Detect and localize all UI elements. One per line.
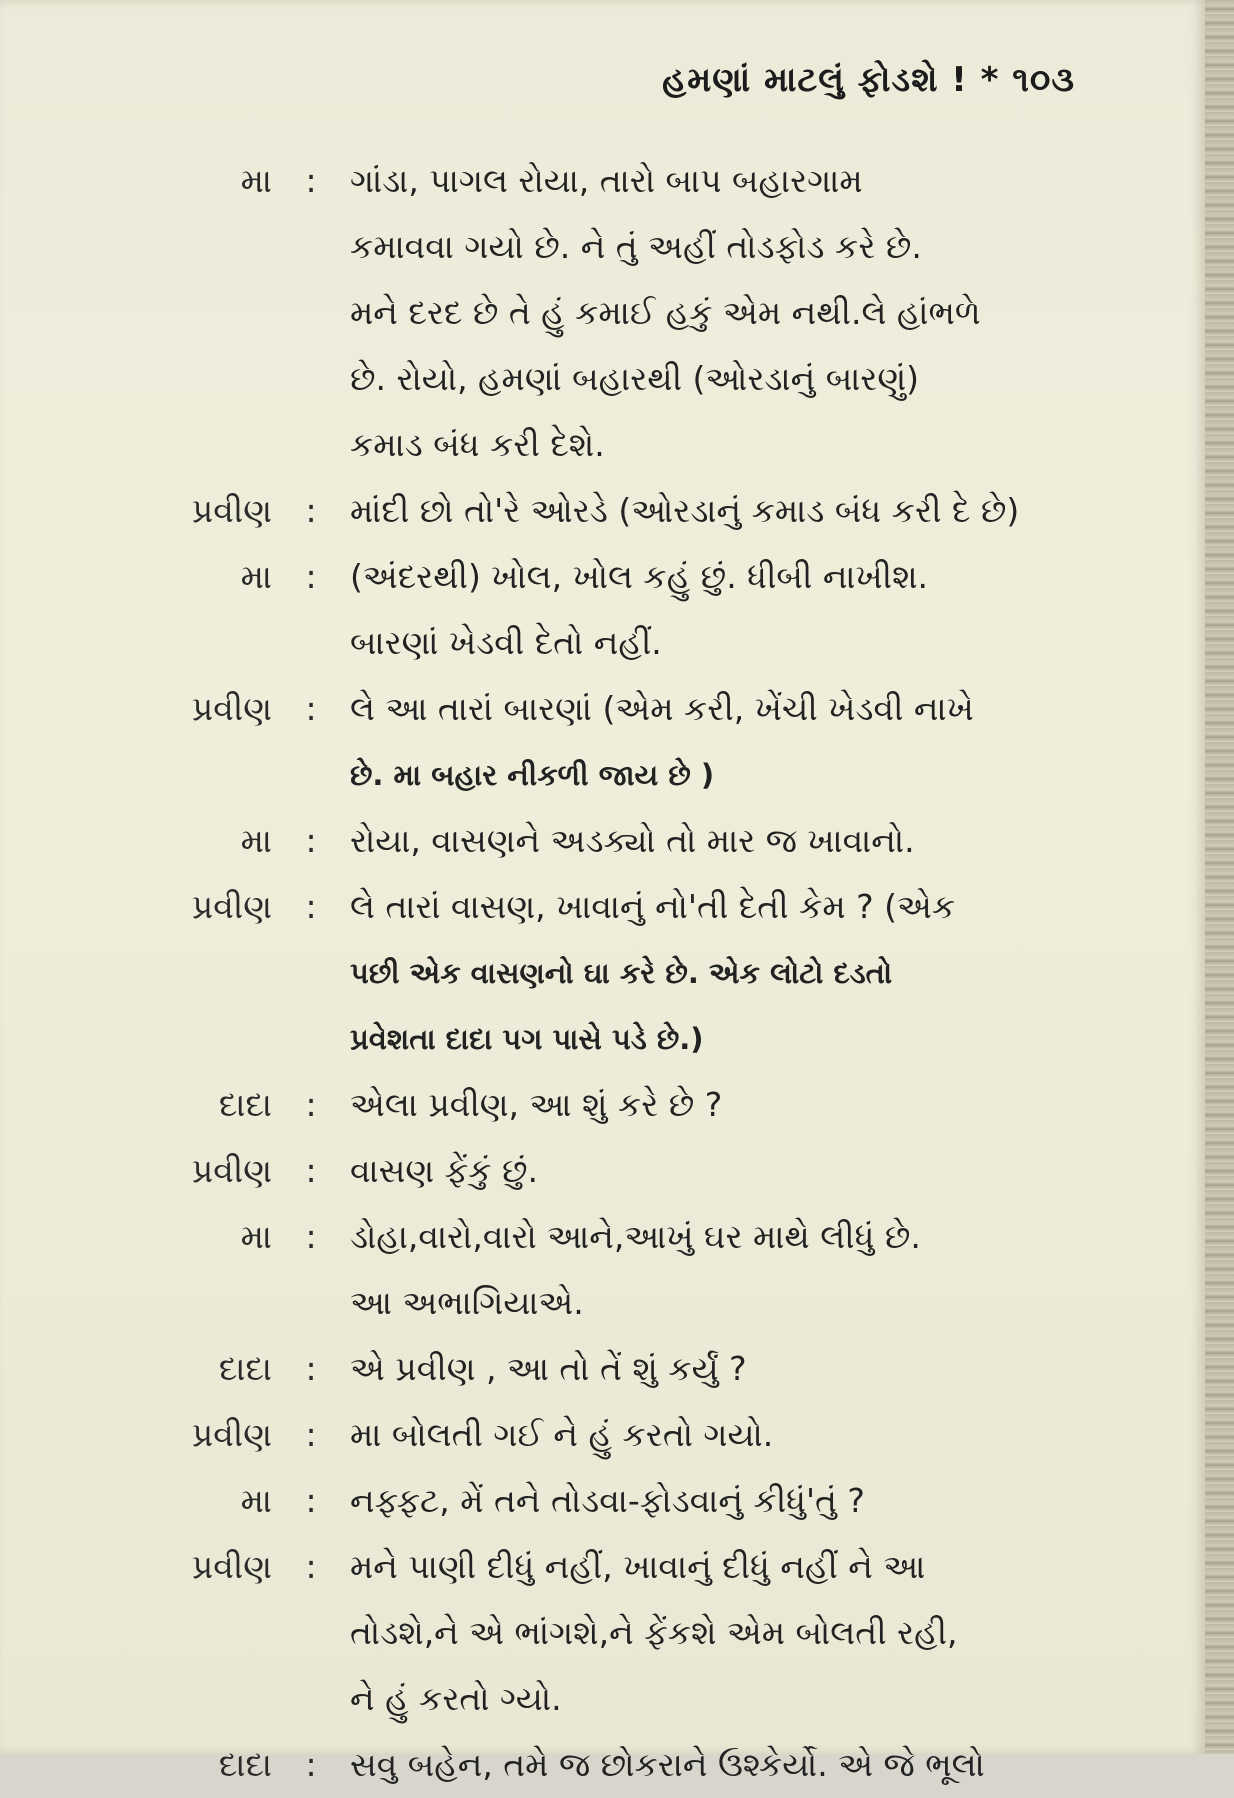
speaker-colon: : — [305, 557, 317, 596]
dialogue-lines — [350, 874, 1070, 1072]
dialogue-line: માંદી છો તો'રે ઓરડે (ઓરડાનું કમાડ બંધ કરી દે છે) — [350, 491, 1020, 530]
speaker-name: દાદા — [218, 1349, 272, 1388]
dialogue-line: કમાવવા ગયો છે. ને તું અહીં તોડફોડ કરે છે. — [350, 227, 922, 266]
dialogue-lines — [350, 1072, 1070, 1138]
dialogue-line: છે. રોયો, હમણાં બહારથી (ઓરડાનું બારણું) — [350, 359, 919, 398]
dialogue-line: બારણાં ખેડવી દેતો નહીં. — [350, 623, 662, 662]
dialogue-line: નફ્ફટ, મેં તને તોડવા-ફોડવાનું કીધું'તું ? — [350, 1481, 865, 1520]
dialogue-line: સવુ બહેન, તમે જ છોકરાને ઉશ્કેર્યો. એ જે ભૂલો — [350, 1745, 985, 1784]
speaker-name: પ્રવીણ — [191, 1151, 272, 1190]
speaker-name: મા — [240, 1217, 272, 1256]
speaker-name: પ્રવીણ — [191, 491, 272, 530]
dialogue-body — [120, 148, 1100, 1798]
speaker-colon: : — [305, 1217, 317, 1256]
dialogue-line: મને દરદ છે તે હું કમાઈ હકું એમ નથી.લે હાંભળે — [350, 293, 981, 332]
dialogue-row — [120, 1534, 1100, 1732]
stage-direction-line: પછી એક વાસણનો ઘા કરે છે. એક લોટો દડતો — [350, 956, 893, 990]
dialogue-lines — [350, 808, 1070, 874]
dialogue-row — [120, 544, 1100, 676]
dialogue-row — [120, 1402, 1100, 1468]
dialogue-row — [120, 478, 1100, 544]
dialogue-line: કમાડ બંધ કરી દેશે. — [350, 425, 605, 464]
dialogue-line: રોયા, વાસણને અડક્યો તો માર જ ખાવાનો. — [350, 821, 915, 860]
dialogue-line: (અંદરથી) ખોલ, ખોલ કહું છું. ધીબી નાખીશ. — [350, 557, 928, 596]
dialogue-row — [120, 808, 1100, 874]
speaker-name: દાદા — [218, 1085, 272, 1124]
speaker-name: મા — [240, 161, 272, 200]
dialogue-line: લે આ તારાં બારણાં (એમ કરી, ખેંચી ખેડવી નાખે — [350, 689, 974, 728]
speaker-colon: : — [305, 821, 317, 860]
dialogue-lines — [350, 1468, 1070, 1534]
dialogue-row — [120, 1732, 1100, 1798]
speaker-name: મા — [240, 557, 272, 596]
dialogue-line: મને પાણી દીધું નહીં, ખાવાનું દીધું નહીં ને આ — [350, 1547, 926, 1586]
dialogue-lines — [350, 1534, 1070, 1732]
dialogue-line: આ અભાગિયાએ. — [350, 1283, 584, 1322]
speaker-colon: : — [305, 1415, 317, 1454]
dialogue-lines — [350, 1402, 1070, 1468]
speaker-name: પ્રવીણ — [191, 1415, 272, 1454]
dialogue-row — [120, 148, 1100, 478]
dialogue-line: ડોહા,વારો,વારો આને,આખું ઘર માથે લીધું છે. — [350, 1217, 921, 1256]
dialogue-row — [120, 874, 1100, 1072]
dialogue-row — [120, 1336, 1100, 1402]
dialogue-line: તોડશે,ને એ ભાંગશે,ને ફેંકશે એમ બોલતી રહી, — [350, 1613, 958, 1652]
speaker-name: પ્રવીણ — [191, 887, 272, 926]
running-header: હમણાં માટલું ફોડશે ! * ૧૦૩ — [662, 60, 1075, 100]
dialogue-lines — [350, 148, 1070, 478]
speaker-colon: : — [305, 161, 317, 200]
speaker-colon: : — [305, 1547, 317, 1586]
dialogue-line: વાસણ ફેંકું છું. — [350, 1151, 538, 1190]
speaker-colon: : — [305, 1085, 317, 1124]
speaker-colon: : — [305, 689, 317, 728]
dialogue-lines — [350, 1336, 1070, 1402]
dialogue-line: એ પ્રવીણ , આ તો તેં શું કર્યું ? — [350, 1349, 747, 1388]
dialogue-row — [120, 1468, 1100, 1534]
speaker-name: પ્રવીણ — [191, 1547, 272, 1586]
speaker-colon: : — [305, 491, 317, 530]
dialogue-line: મા બોલતી ગઈ ને હું કરતો ગયો. — [350, 1415, 774, 1454]
dialogue-row — [120, 1138, 1100, 1204]
stage-direction-line: પ્રવેશતા દાદા પગ પાસે પડે છે.) — [350, 1022, 704, 1056]
dialogue-line: એલા પ્રવીણ, આ શું કરે છે ? — [350, 1085, 723, 1124]
speaker-name: મા — [240, 821, 272, 860]
dialogue-line: ને હું કરતો ગ્યો. — [350, 1679, 562, 1718]
speaker-colon: : — [305, 1481, 317, 1520]
speaker-name: દાદા — [218, 1745, 272, 1784]
dialogue-lines — [350, 478, 1070, 544]
dialogue-row — [120, 1204, 1100, 1336]
dialogue-lines — [350, 1204, 1070, 1336]
page-edge — [1205, 0, 1234, 1754]
stage-direction-line: છે. મા બહાર નીકળી જાય છે ) — [350, 758, 715, 792]
speaker-colon: : — [305, 1349, 317, 1388]
speaker-name: પ્રવીણ — [191, 689, 272, 728]
speaker-colon: : — [305, 887, 317, 926]
speaker-colon: : — [305, 1745, 317, 1784]
speaker-name: મા — [240, 1481, 272, 1520]
dialogue-row — [120, 1072, 1100, 1138]
dialogue-lines — [350, 676, 1070, 808]
dialogue-lines — [350, 544, 1070, 676]
speaker-colon: : — [305, 1151, 317, 1190]
dialogue-lines — [350, 1732, 1070, 1798]
dialogue-lines — [350, 1138, 1070, 1204]
dialogue-line: લે તારાં વાસણ, ખાવાનું નો'તી દેતી કેમ ? (એક — [350, 887, 956, 926]
dialogue-line: ગાંડા, પાગલ રોયા, તારો બાપ બહારગામ — [350, 161, 863, 200]
dialogue-row — [120, 676, 1100, 808]
